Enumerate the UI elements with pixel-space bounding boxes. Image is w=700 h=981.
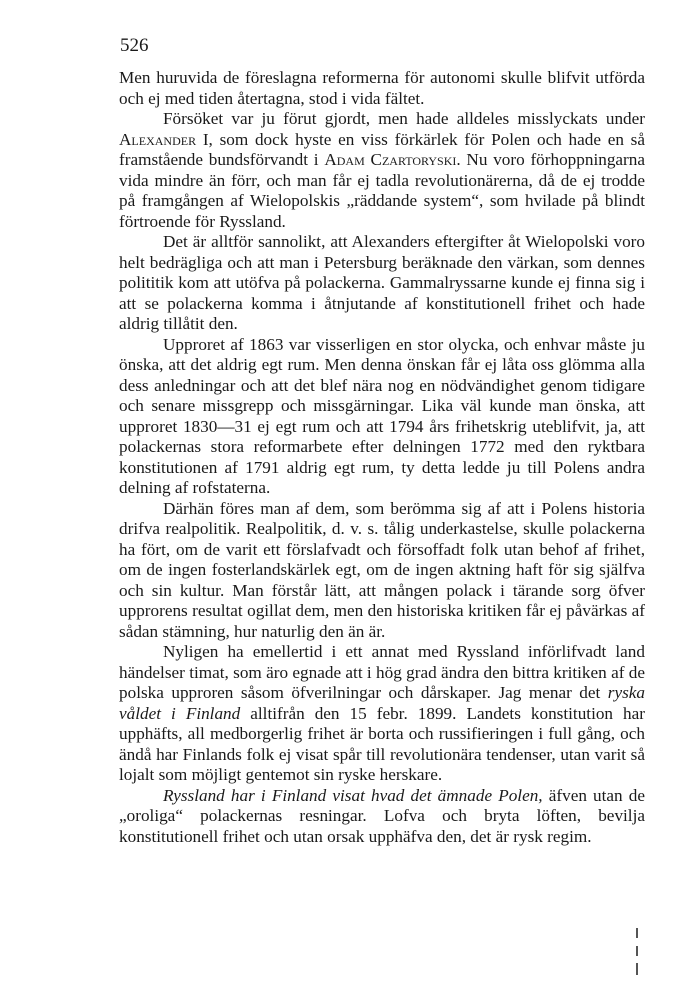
- paragraph-text: Därhän föres man af dem, som berömma sig af att i Polens historia drifva realpolitik. Realpolitik, d. v. s. tålig underkastelse, skulle polackerna ha fört, om de varit ett förslafvadt och försoffadt folk utan behof af frihet, om de ingen fosterlandskärlek egt, om de ingen aktning haft för sig själfva och sin kultur. Man förstår lätt, att mången polack i tärande sorg öfver upprorens resultat ogillat dem, men den historiska kritiken får ej påvärkas af sådan stämning, hur naturlig den än är.: [119, 498, 645, 641]
- paragraph-text: . Nu voro förhoppningarna vida mindre än förr, och man får ej tadla revolutionärerna, då de ej trodde på framgången af Wielopolskis „räddande system“, som hvilade på blindt förtroende för Ryssland.: [119, 150, 645, 231]
- paragraph-text: I, som dock hyste en viss förkärlek för Polen och hade en så framstående bundsförvandt i: [119, 129, 645, 169]
- person-name-alexander: Alexander: [119, 129, 197, 149]
- paragraph-text: Men huruvida de föreslagna reformerna för autonomi skulle blifvit utförda och ej med tiden återtagna, stod i vida fältet.: [119, 68, 645, 108]
- person-name-czartoryski: Adam Czartoryski: [324, 150, 457, 169]
- emphasis-ryska-valdet: ryska våldet i Finland: [119, 683, 645, 723]
- page-number: 526: [120, 35, 149, 56]
- paragraph-text: alltifrån den 15 febr. 1899. Landets konstitution har upphäfts, all medborgerlig frihet är borta och russifieringen i full gång, och ändå har Finlands folk ej visat spår till revolutionära tendenser, utan varit så lojalt som möjligt gentemot sin ryske herskare.: [119, 703, 645, 784]
- body-text: [119, 68, 645, 847]
- margin-mark: [636, 963, 638, 975]
- paragraph-2: [119, 109, 645, 232]
- paragraph-5: [119, 499, 645, 643]
- paragraph-1: [119, 68, 645, 109]
- paragraph-text: Upproret af 1863 var visserligen en stor olycka, och enhvar måste ju önska, att det aldrig egt rum. Men denna önskan får ej låta oss glömma alla dess anledningar och att det blef nära nog en nödvändighet genom tidigare och senare missgrepp och missgärningar. Lika väl kunde man önska, att upproret 1830—31 ej egt rum och att 1794 års frihetskrig uteblifvit, ja, att polackernas stora reformarbete efter delningen 1772 med den ryktbara konstitutionen af 1791 aldrig egt rum, ty detta ledde ju till Polens andra delning af rofstaterna.: [119, 334, 645, 497]
- paragraph-4: [119, 335, 645, 499]
- margin-mark: [636, 946, 638, 956]
- paragraph-text: äfven utan de „oroliga“ polackernas resningar. Lofva och bryta löften, bevilja konstitutionell frihet och utan orsak upphäfva den, det är rysk regim.: [119, 785, 646, 846]
- margin-mark: [636, 928, 638, 938]
- paragraph-6: [119, 642, 645, 786]
- paragraph-7: [119, 786, 645, 848]
- paragraph-text: Det är alltför sannolikt, att Alexanders eftergifter åt Wielopolski voro helt bedrägliga och att man i Petersburg beräknade den värkan, som dennes polititik kom att utöfva på polackerna. Gammalryssarne kunde ej finna sig i att se polackerna komma i åtnjutande af konstitutionell frihet och hade aldrig tillåtit den.: [119, 232, 645, 333]
- paragraph-text: Försöket var ju förut gjordt, men hade alldeles misslyckats under: [163, 109, 645, 128]
- emphasis-ryssland-finland: Ryssland har i Finland visat hvad det ämnade Polen,: [163, 785, 543, 805]
- paragraph-text: Nyligen ha emellertid i ett annat med Ryssland införlifvadt land händelser timat, som äro egnade att i hög grad ändra den bittra kritiken af de polska upproren såsom öfverilningar och dårskaper. Jag menar det: [119, 642, 645, 702]
- paragraph-3: [119, 232, 645, 335]
